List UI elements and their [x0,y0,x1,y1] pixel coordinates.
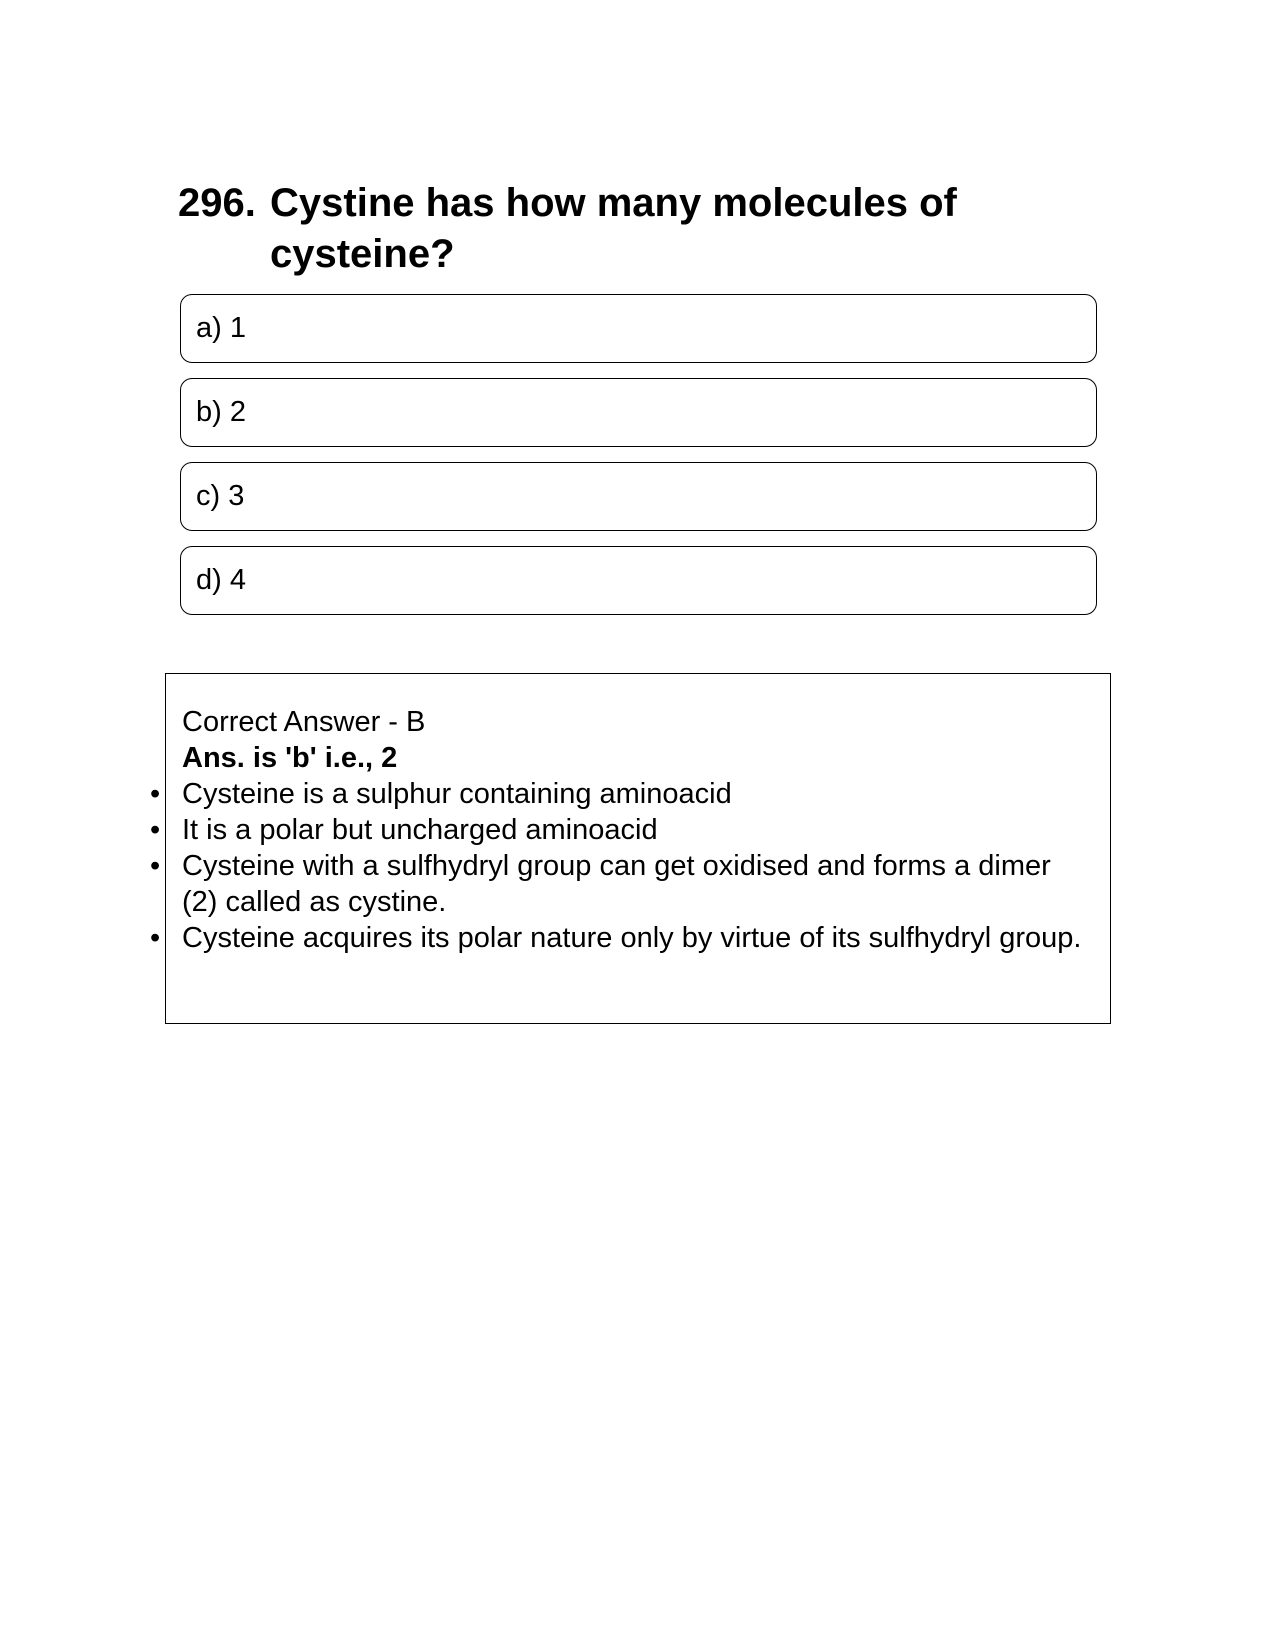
answer-content [150,704,1090,956]
explanation-list [150,776,1090,956]
explanation-text: It is a polar but uncharged aminoacid [182,814,658,846]
explanation-text: Cysteine is a sulphur containing aminoacid [182,778,732,810]
option-c[interactable]: c) 3 [180,462,1097,531]
option-b[interactable]: b) 2 [180,378,1097,447]
option-d[interactable]: d) 4 [180,546,1097,615]
explanation-point [150,776,1090,812]
question-number: 296. [178,181,256,225]
explanation-text: Cysteine with a sulfhydryl group can get oxidised and forms a dimer (2) called as cystine. [182,850,1051,918]
option-a[interactable]: a) 1 [180,294,1097,363]
bullet-icon: • [150,922,161,954]
explanation-point [150,812,1090,848]
bullet-icon: • [150,778,161,810]
question-heading [178,178,1038,280]
bullet-icon: • [150,814,161,846]
answer-explanation-box [150,673,1111,1024]
explanation-text: Cysteine acquires its polar nature only by virtue of its sulfhydryl group. [182,922,1082,954]
correct-answer-line: Correct Answer - B [182,706,426,738]
answer-statement: Ans. is 'b' i.e., 2 [182,742,398,774]
explanation-point [150,920,1090,956]
bullet-icon: • [150,850,161,882]
question-text: Cystine has how many molecules of cysteine? [270,181,957,276]
options-list [180,294,1097,630]
explanation-point [150,848,1090,920]
